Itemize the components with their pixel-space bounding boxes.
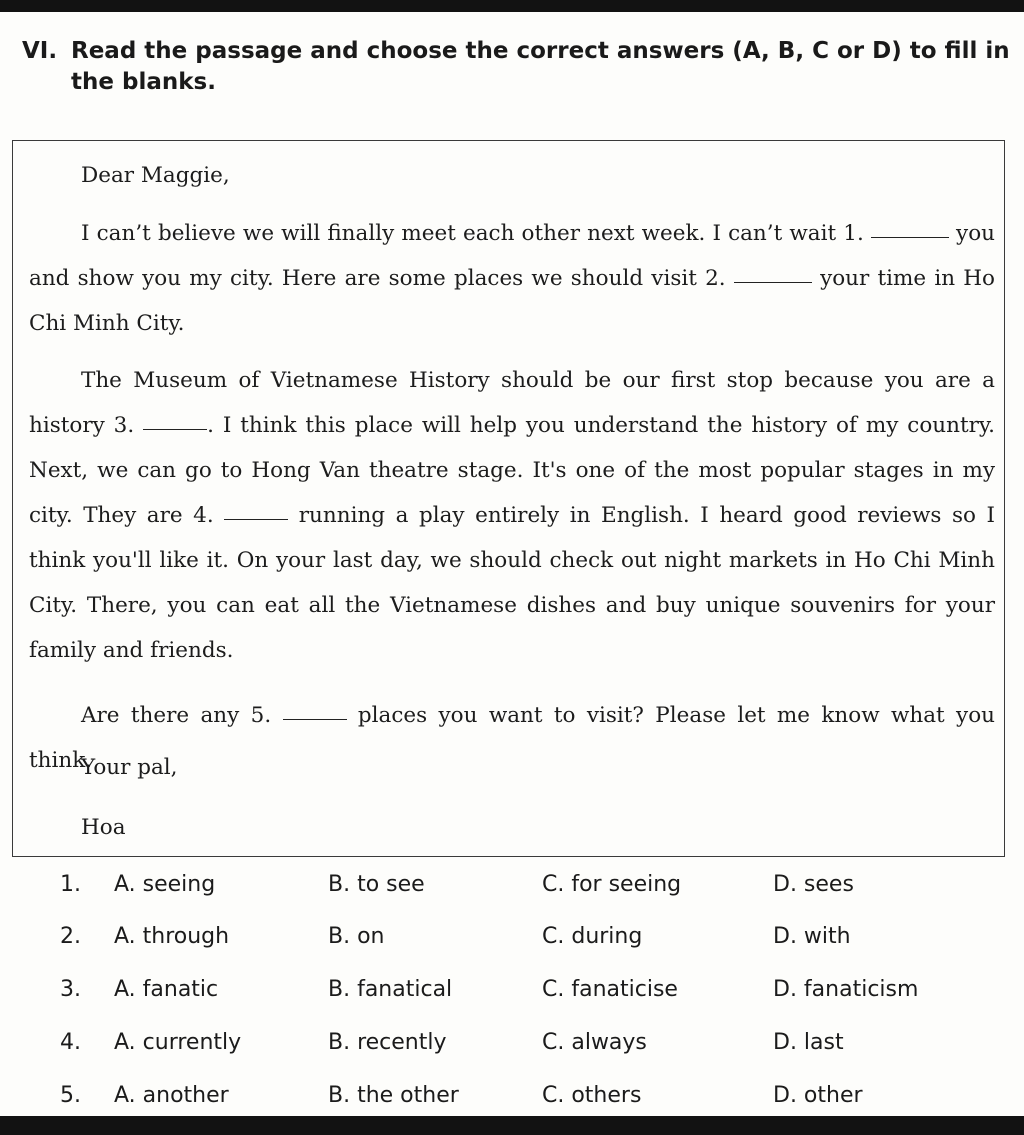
option-b[interactable]: B. to see: [328, 872, 425, 897]
question-number: 2.: [60, 924, 81, 949]
blank-4[interactable]: [224, 518, 288, 520]
option-b[interactable]: B. on: [328, 924, 385, 949]
question-number: 1.: [60, 872, 81, 897]
question-row-2: [0, 924, 1024, 964]
option-c[interactable]: C. fanaticise: [542, 977, 678, 1002]
exercise-number: VI.: [22, 38, 58, 64]
letter-box: [12, 140, 1005, 857]
letter-paragraph-2: The Museum of Vietnamese History should be our first stop because you are a history 3. . I think this place will help you understand the history of my country. Next, we can go to Hong Van theatre stage. It's one of the most popular stages in my city. They are 4. running a play entirely in English. I heard good reviews so I think you'll like it. On your last day, we should check out night markets in Ho Chi Minh City. There, you can eat all the Vietnamese dishes and buy unique souvenirs for your family and friends.: [29, 368, 995, 663]
letter-paragraph-3: Are there any 5. places you want to visit? Please let me know what you think.: [29, 703, 995, 773]
blank-3[interactable]: [143, 428, 207, 430]
option-a[interactable]: A. fanatic: [114, 977, 219, 1002]
option-b[interactable]: B. fanatical: [328, 977, 453, 1002]
letter-closing: Your pal,: [81, 755, 178, 780]
option-c[interactable]: C. others: [542, 1083, 642, 1108]
option-b[interactable]: B. the other: [328, 1083, 459, 1108]
option-a[interactable]: A. currently: [114, 1030, 242, 1055]
option-d[interactable]: D. sees: [773, 872, 854, 897]
blank-5[interactable]: [283, 718, 347, 720]
letter-greeting: Dear Maggie,: [81, 163, 230, 188]
question-row-4: [0, 1030, 1024, 1070]
option-c[interactable]: C. for seeing: [542, 872, 682, 897]
blank-1[interactable]: [871, 236, 949, 238]
option-d[interactable]: D. fanaticism: [773, 977, 919, 1002]
exercise-heading: [22, 36, 1012, 98]
question-number: 4.: [60, 1030, 81, 1055]
option-a[interactable]: A. through: [114, 924, 230, 949]
option-d[interactable]: D. with: [773, 924, 851, 949]
bottom-border-bar: [0, 1116, 1024, 1135]
question-row-3: [0, 977, 1024, 1017]
option-b[interactable]: B. recently: [328, 1030, 447, 1055]
option-a[interactable]: A. seeing: [114, 872, 216, 897]
letter-paragraph-1: I can’t believe we will finally meet each other next week. I can’t wait 1. you and show you my city. Here are some places we should visit 2. your time in Ho Chi Minh City.: [29, 221, 995, 336]
letter-signature: Hoa: [81, 815, 126, 840]
option-d[interactable]: D. last: [773, 1030, 844, 1055]
option-c[interactable]: C. always: [542, 1030, 647, 1055]
option-c[interactable]: C. during: [542, 924, 643, 949]
question-number: 3.: [60, 977, 81, 1002]
question-row-1: [0, 872, 1024, 912]
blank-2[interactable]: [734, 281, 812, 283]
top-border-bar: [0, 0, 1024, 12]
option-d[interactable]: D. other: [773, 1083, 863, 1108]
question-number: 5.: [60, 1083, 81, 1108]
option-a[interactable]: A. another: [114, 1083, 229, 1108]
exercise-instruction: Read the passage and choose the correct answers (A, B, C or D) to fill in the blanks.: [71, 38, 1010, 95]
